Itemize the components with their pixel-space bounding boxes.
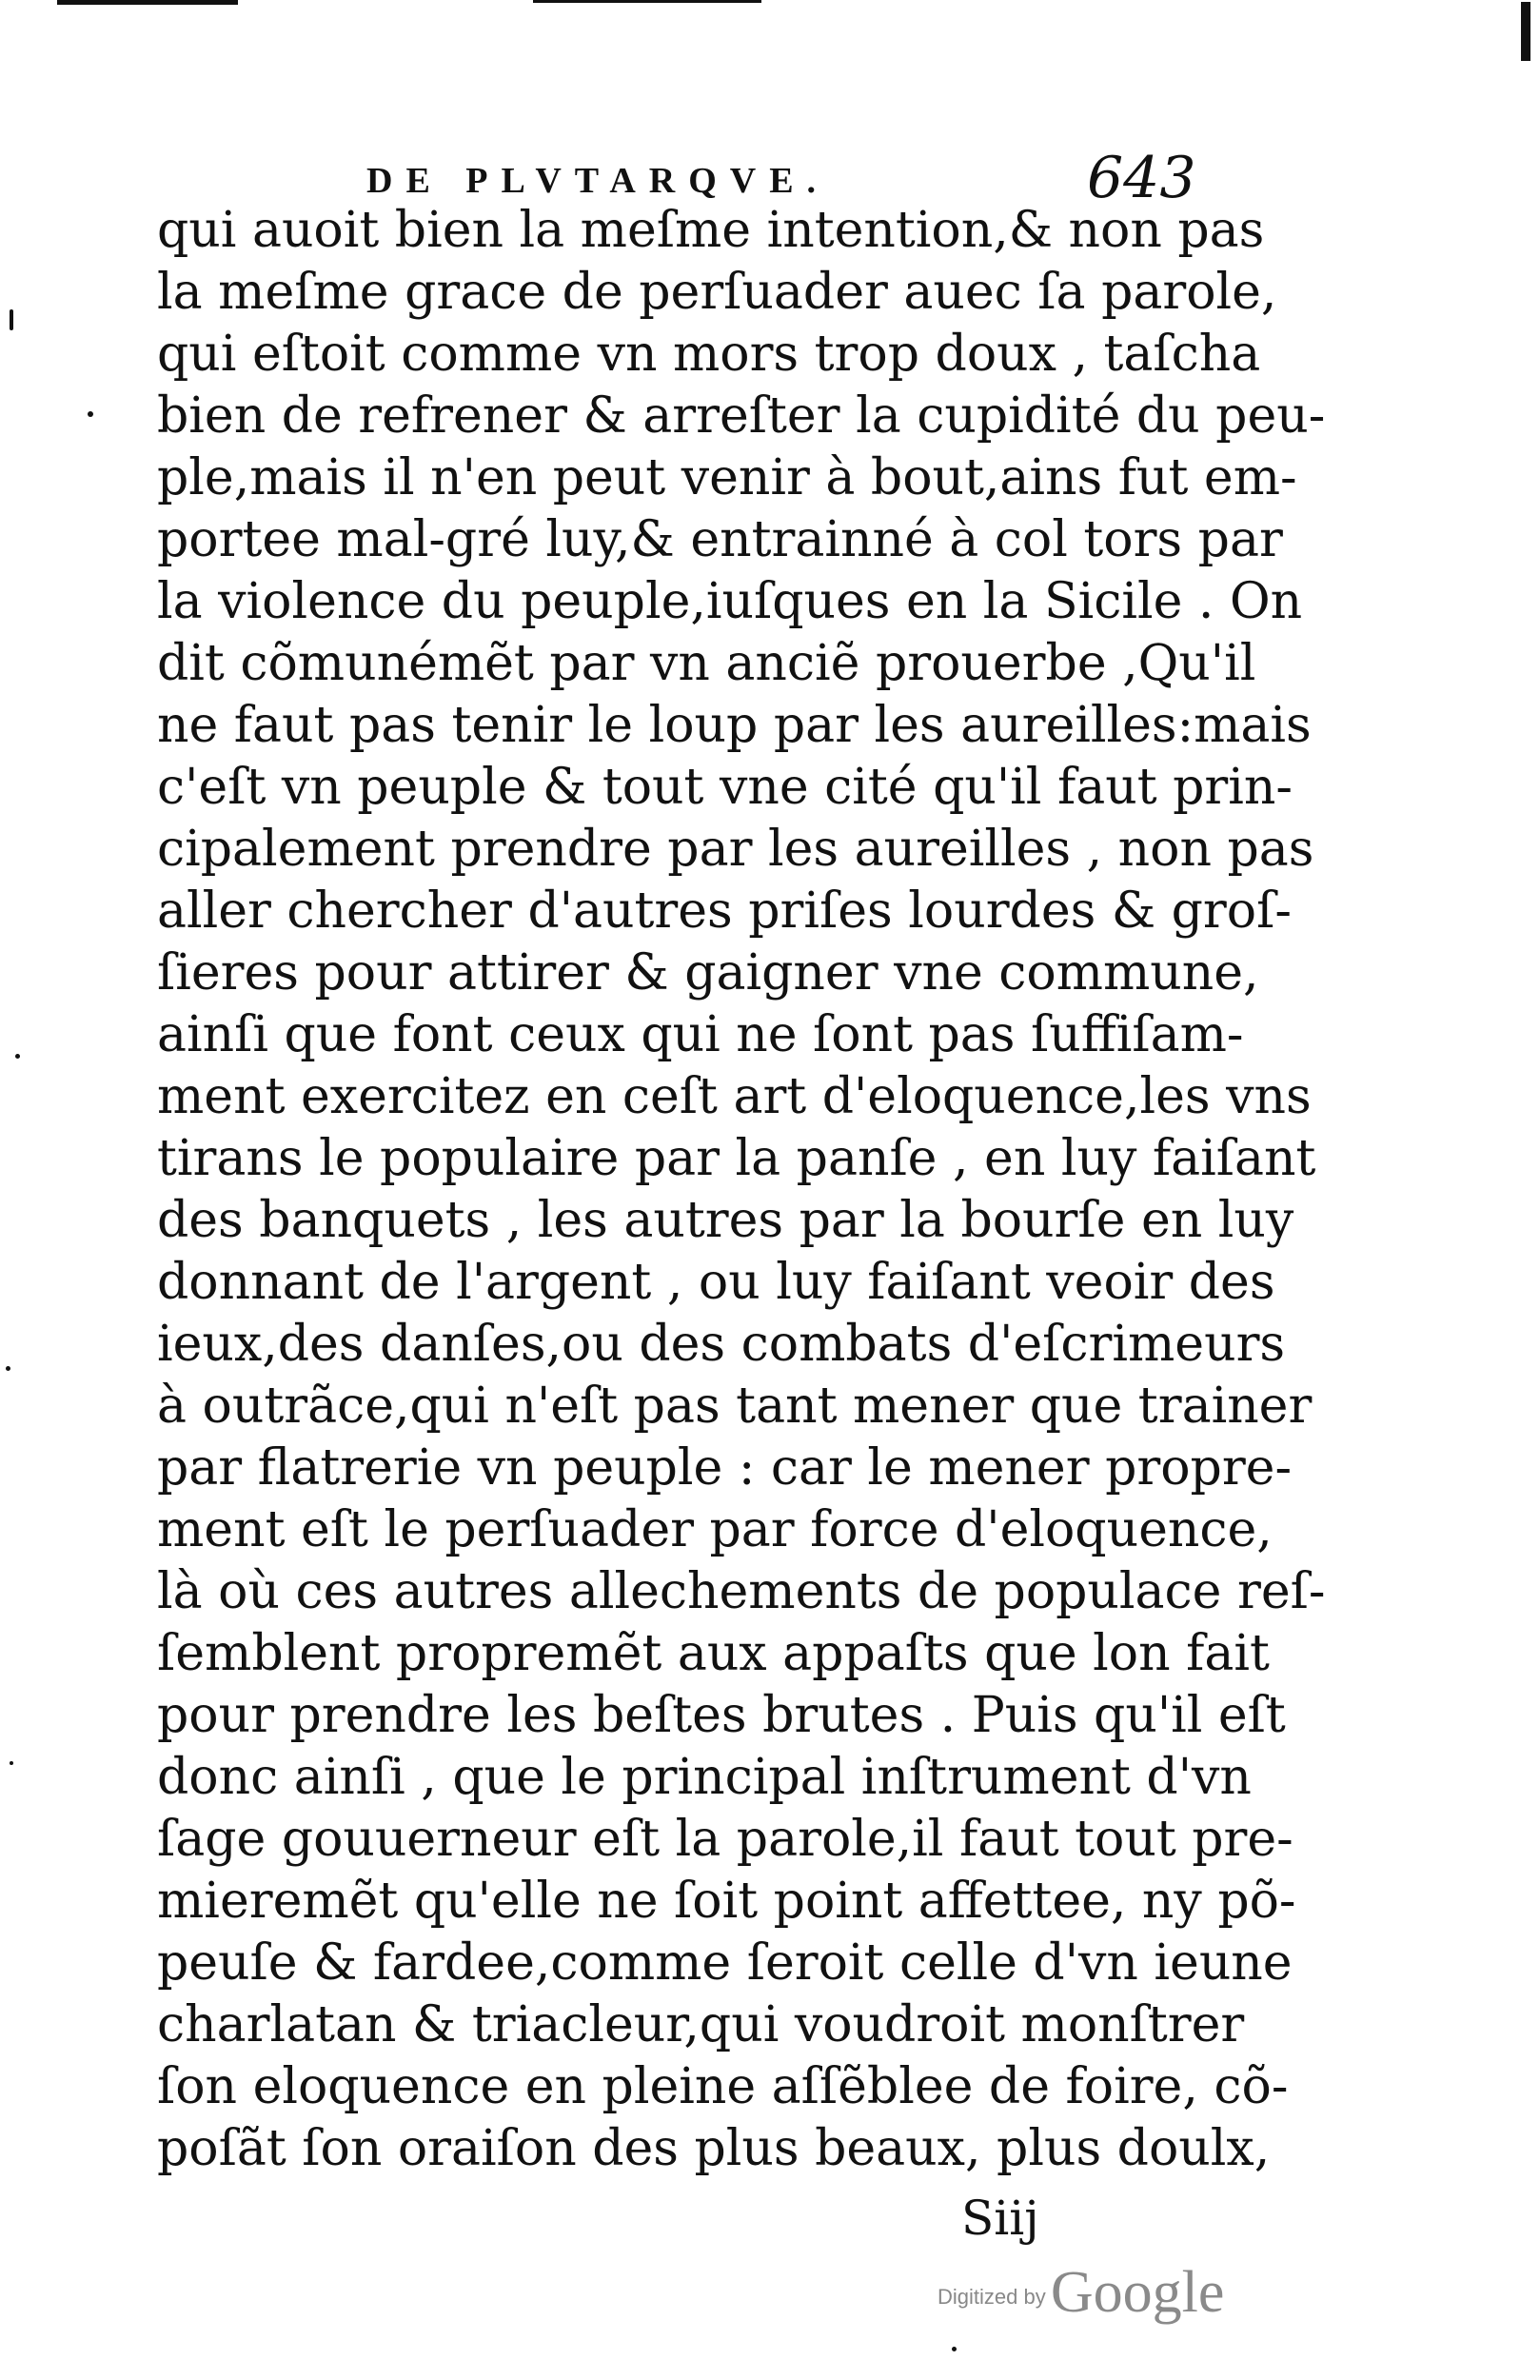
margin-speck [15,1054,20,1059]
margin-speck [6,1366,10,1371]
text-line: bien de refrener & arreſter la cupidité du peu- [157,387,1326,445]
text-line: ſieres pour attirer & gaigner vne commune, [157,944,1259,1002]
text-line: là où ces autres allechements de populace reſ- [157,1563,1326,1620]
text-line: cipalement prendre par les aureilles , non pas [157,821,1314,878]
text-line: par flatrerie vn peuple : car le mener propre- [157,1439,1293,1497]
digitized-by-watermark [938,2259,1252,2335]
text-line: charlatan & triacleur,qui voudroit monſtrer [157,1996,1245,2053]
margin-speck [10,309,13,330]
margin-speck [88,411,93,417]
signature-mark: Siij [961,2191,1039,2246]
top-edge-rule-left [57,0,238,5]
text-line: ple,mais il n'en peut venir à bout,ains fut em- [157,449,1297,506]
body-text [157,200,1326,2180]
text-line: donc ainſi , que le principal inſtrument d'vn [157,1749,1252,1806]
top-edge-rule-middle [533,0,761,3]
margin-speck [10,1761,13,1765]
text-line: ſage gouuerneur eſt la parole,il faut tout pre- [157,1811,1293,1868]
text-line: donnant de l'argent , ou luy faiſant veoir des [157,1254,1275,1311]
text-line: pour prendre les beſtes brutes . Puis qu'il eſt [157,1687,1286,1744]
right-edge-mark [1521,2,1530,61]
text-line: tirans le populaire par la panſe , en luy faiſant [157,1130,1316,1187]
text-line: ne faut pas tenir le loup par les aureilles:mais [157,697,1312,754]
text-line: mieremẽt qu'elle ne ſoit point affettee, ny põ- [157,1873,1296,1930]
text-line: aller chercher d'autres priſes lourdes & groſ- [157,883,1292,940]
text-line: ment eſt le perſuader par force d'eloquence, [157,1501,1273,1558]
text-line: portee mal-gré luy,& entrainné à col tors par [157,511,1283,568]
text-line: à outrãce,qui n'eſt pas tant mener que trainer [157,1378,1313,1435]
text-line: des banquets , les autres par la bourſe en luy [157,1192,1294,1249]
text-line: la meſme grace de perſuader auec ſa parole, [157,264,1277,321]
text-line: dit cõmunémẽt par vn anciẽ prouerbe ,Qu'il [157,635,1256,692]
margin-speck [952,2347,957,2351]
text-line: ſon eloquence en pleine aſſẽblee de foire, cõ- [157,2058,1289,2115]
text-line: peuſe & fardee,comme ſeroit celle d'vn ieune [157,1934,1293,1992]
text-line: qui eſtoit comme vn mors trop doux , taſcha [157,326,1261,383]
text-line: ieux,des danſes,ou des combats d'eſcrimeurs [157,1316,1286,1373]
text-line: poſãt ſon oraiſon des plus beaux, plus doulx, [157,2120,1271,2177]
google-logo: Google [1050,2260,1225,2325]
page-number: 643 [1087,145,1196,211]
text-line: ainſi que font ceux qui ne ſont pas ſuffiſam- [157,1006,1244,1063]
text-line: la violence du peuple,iuſques en la Sicile . On [157,573,1303,630]
text-line: c'eſt vn peuple & tout vne cité qu'il faut prin- [157,759,1293,816]
watermark-prefix: Digitized by [938,2285,1046,2309]
text-line: ſemblent propremẽt aux appaſts que lon fait [157,1625,1270,1682]
running-head: DE PLVTARQVE. [366,161,830,201]
text-line: qui auoit bien la meſme intention,& non pas [157,202,1265,259]
text-line: ment exercitez en ceſt art d'eloquence,les vns [157,1068,1312,1125]
